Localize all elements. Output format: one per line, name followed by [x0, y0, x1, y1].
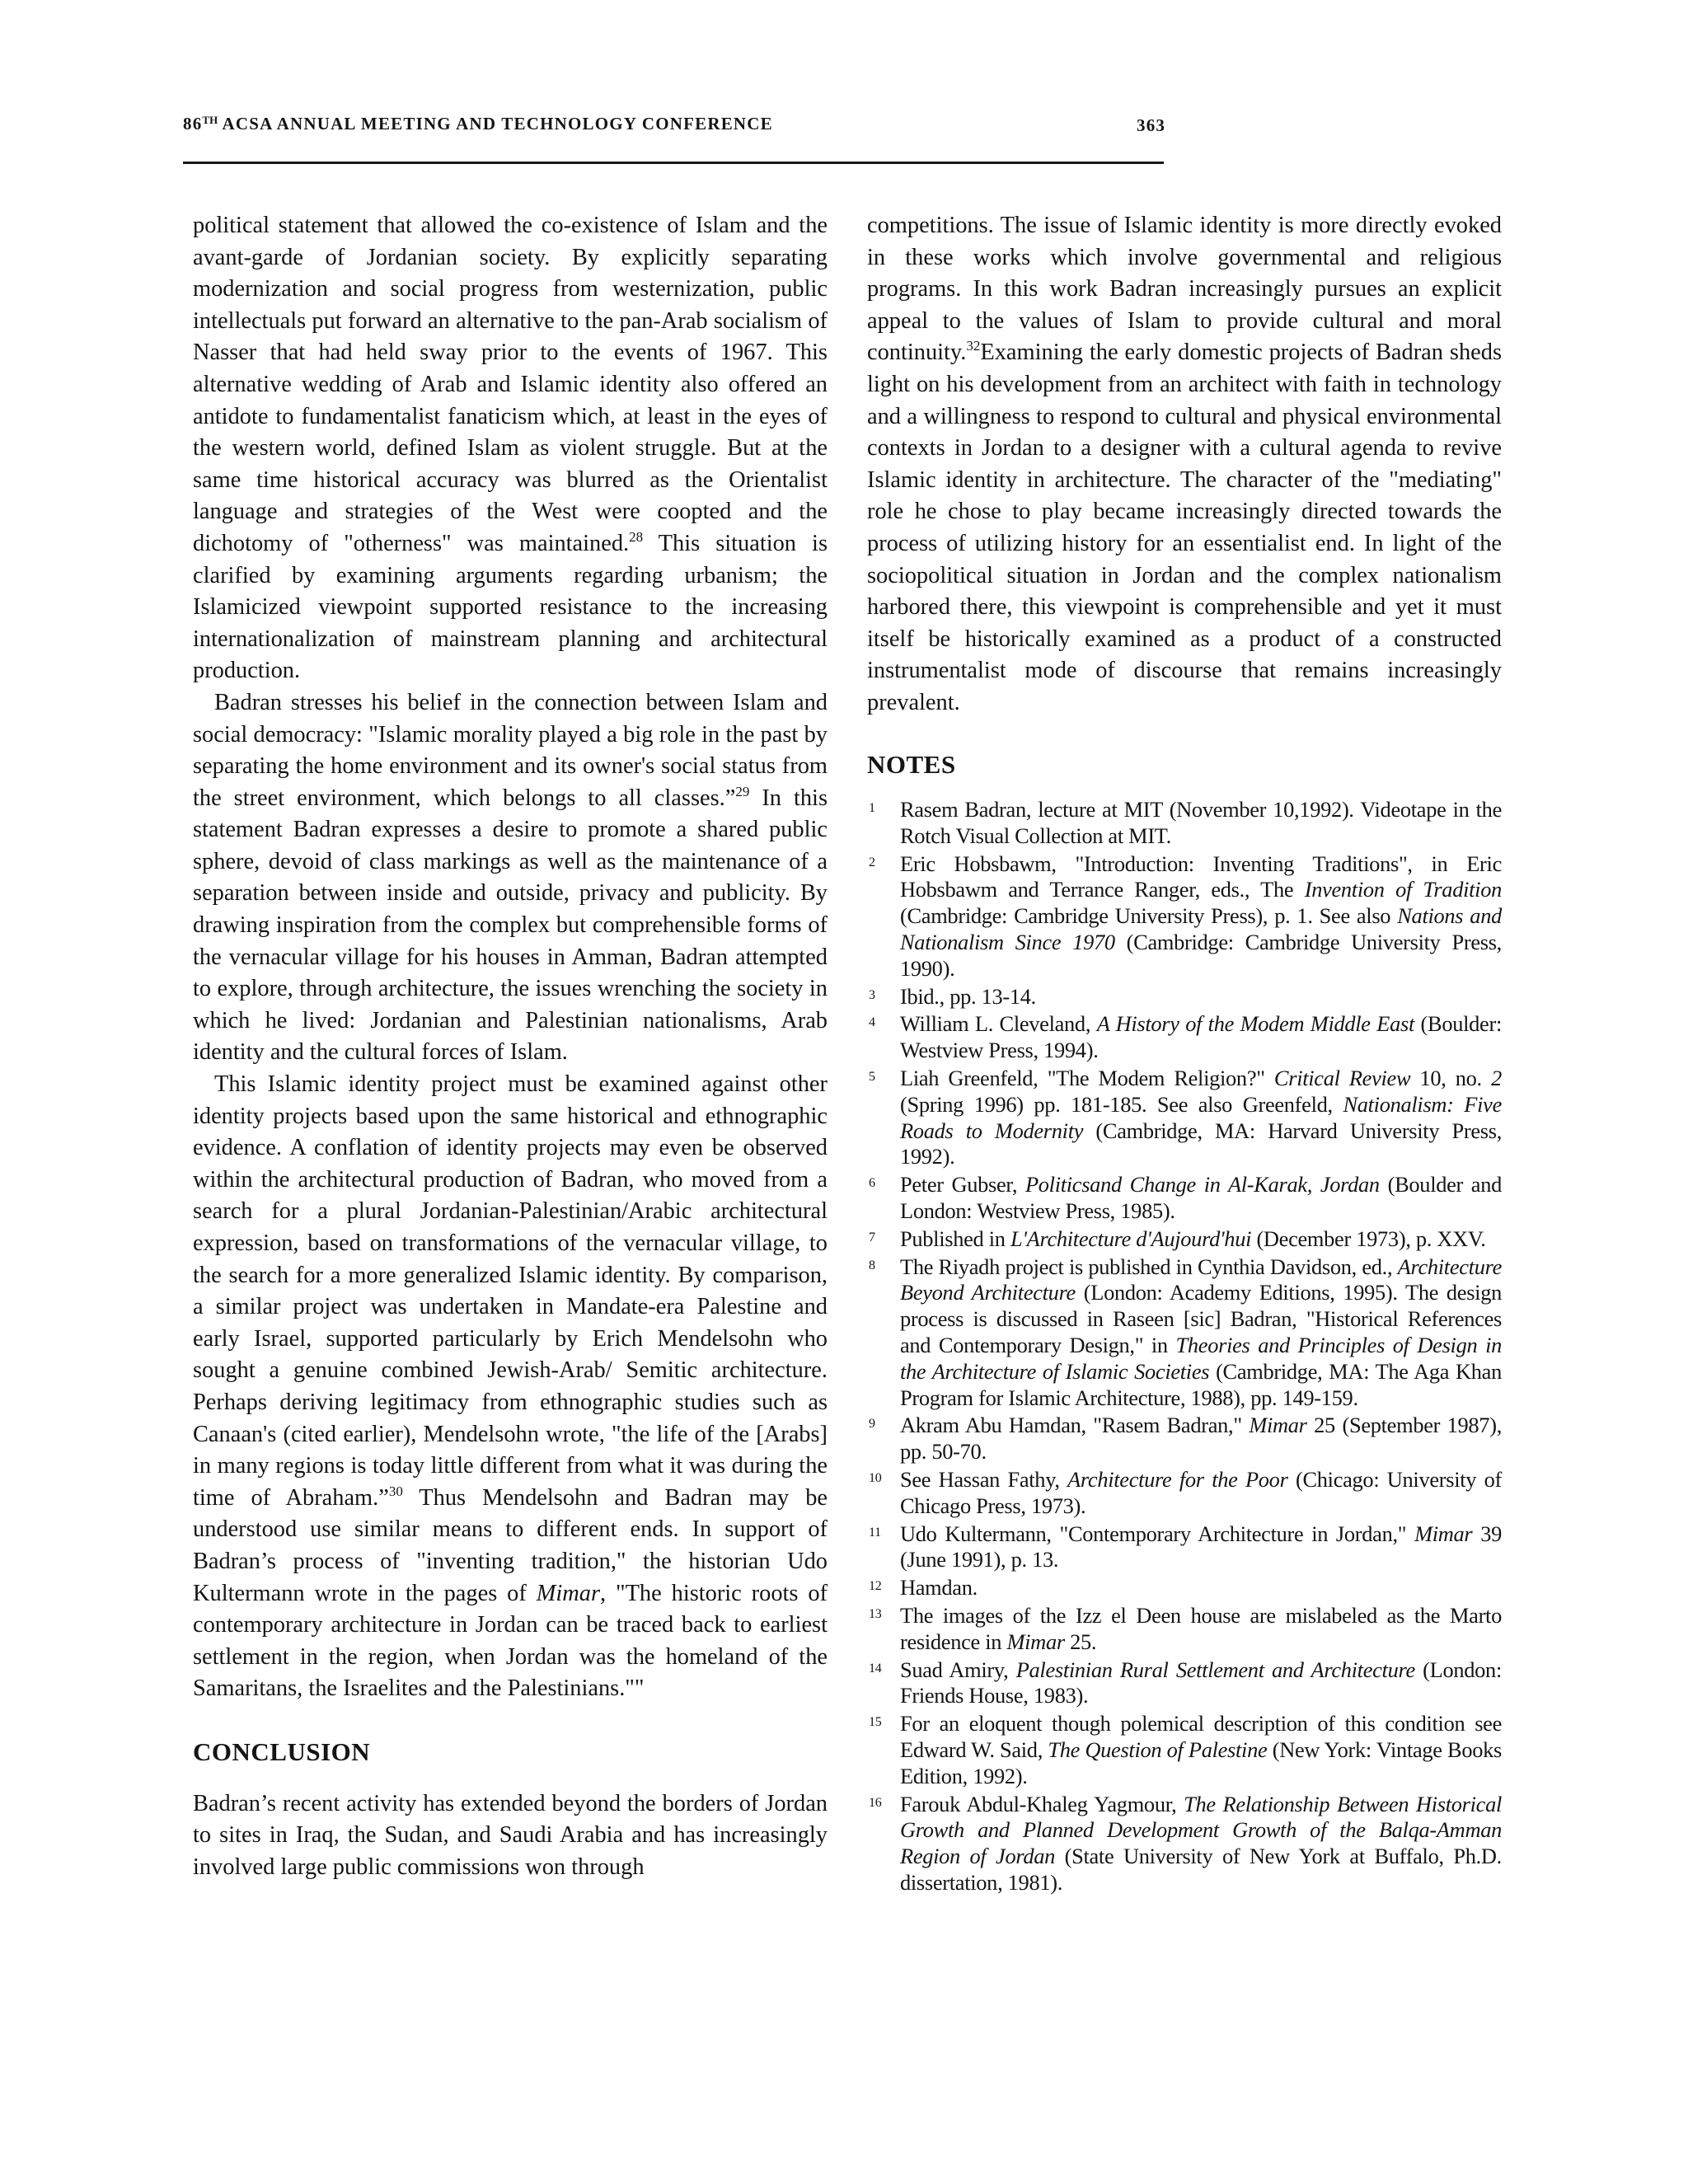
footnote-number: 9 [869, 1417, 875, 1432]
footnote-text: (New York: Vintage Books Edition, 1992). [900, 1736, 1502, 1788]
footnote-title: Invention of Tradition [1304, 877, 1502, 902]
footnote-number: 4 [869, 1015, 875, 1030]
footnote-title: Architecture for the Poor [1067, 1467, 1288, 1493]
footnote-text: (Cambridge, MA: Harvard University Press, 1992). [900, 1118, 1503, 1169]
footnote-title: The Relationship Between Historical Growth and Planned Development Growth of the Balqa-Amman Region of Jordan [900, 1791, 1502, 1869]
notes-list [867, 797, 1502, 1896]
footnote-number: 15 [869, 1715, 882, 1730]
footnote-item [867, 851, 1502, 982]
footnote-text: See Hassan Fathy, [900, 1467, 1068, 1493]
footnote-number: 5 [869, 1070, 875, 1085]
body-paragraph: political statement that allowed the co-existence of Islam and the avant-garde of Jordanian society. By explicitly separating modernization and social progress from westernization, public intellectuals put forward an alternative to the pan-Arab socialism of Nasser that had held sway prior to the events of 1967. This alternative wedding of Arab and Islamic identity also offered an antidote to fundamentalist fanaticism which, at least in the eyes of the western world, defined Islam as violent struggle. But at the same time historical accuracy was blurred as the Orientalist language and strategies of the West were coopted and the dichotomy of "otherness" was maintained.$^{28}$ This situation is clarified by examining arguments regarding urbanism; the Islamicized viewpoint supported resistance to the increasing internationalization of mainstream planning and architectural production. [193, 213, 828, 684]
footnote-item [867, 1792, 1502, 1896]
footnote-text: The images of the Izz el Deen house are mislabeled as the Marto residence in [900, 1603, 1502, 1654]
footnote-title: Nations and Nationalism Since 1970 [900, 903, 1502, 955]
body-paragraph: competitions. The issue of Islamic identity is more directly evoked in these works which involve governmental and religious programs. In this work Badran increasingly pursues an explicit appeal to the values of Islam to provide cultural and moral continuity.$^{32}$Examining the early domestic projects of Badran sheds light on his development from an architect with faith in technology and a willingness to respond to cultural and physical environmental contexts in Jordan to a designer with a cultural agenda to revive Islamic identity in architecture. The character of the "mediating" role he chose to play became increasingly directed towards the process of utilizing history for an essentialist end. In light of the sociopolitical situation in Jordan and the complex nationalism harbored there, this viewpoint is comprehensible and yet it must itself be historically examined as a product of a constructed instrumentalist mode of discourse that remains increasingly prevalent. [867, 213, 1502, 715]
footnote-item [867, 1657, 1502, 1710]
footnote-text: Ibid., pp. 13-14. [900, 983, 1036, 1009]
footnote-text: 25 (September 1987), pp. 50-70. [900, 1413, 1502, 1465]
footnote-text: (December 1973), p. XXV. [1251, 1226, 1486, 1251]
header-rule [183, 162, 1164, 164]
footnote-title: Politicsand Change in Al-Karak, Jordan [1025, 1172, 1380, 1197]
footnote-number: 11 [869, 1525, 881, 1540]
footnote-title: Mimar [1414, 1521, 1473, 1546]
footnote-text: Published in [900, 1226, 1010, 1251]
footnote-item [867, 984, 1502, 1010]
body-paragraph: Badran stresses his belief in the connection between Islam and social democracy: "Islamic morality played a big role in the past by separating the home environment and its owner's social status from the street environment, which belongs to all classes.”$^{29}$ In this statement Badran expresses a desire to promote a shared public sphere, devoid of class markings as well as the maintenance of a separation between inside and outside, privacy and publicity. By drawing inspiration from the complex but comprehensible forms of the vernacular village for his houses in Amman, Badran attempted to explore, through architecture, the issues wrenching the society in which he lived: Jordanian and Palestinian nationalisms, Arab identity and the cultural forces of Islam. [193, 689, 828, 1066]
footnote-text: 25. [1064, 1629, 1097, 1654]
footnote-item [867, 1172, 1502, 1225]
notes-heading: NOTES [867, 749, 956, 779]
footnote-item [867, 1254, 1502, 1412]
footnote-text: (Spring 1996) pp. 181-185. See also Greenfeld, [900, 1091, 1343, 1117]
footnote-text: 39 (June 1991), p. 13. [900, 1521, 1502, 1572]
footnote-number: 2 [869, 855, 875, 869]
footnote-reference: 29 [735, 783, 750, 799]
footnote-number: 6 [869, 1176, 875, 1191]
footnote-item [867, 1413, 1502, 1465]
footnote-item [867, 1011, 1502, 1064]
footnote-text: (Boulder and London: Westview Press, 1985). [900, 1172, 1502, 1224]
footnote-number: 1 [869, 801, 875, 816]
footnote-title: The Question of Palestine [1048, 1736, 1268, 1762]
footnote-title: Palestinian Rural Settlement and Architecture [1015, 1657, 1415, 1682]
footnote-text: The Riyadh project is published in Cynthia Davidson, ed., [900, 1254, 1398, 1279]
running-head-ordinal: 86 [183, 114, 203, 134]
footnote-title: Mimar [1249, 1413, 1307, 1438]
footnote-text: (Cambridge: Cambridge University Press), p. 1. See also [900, 903, 1398, 929]
footnote-item [867, 1066, 1502, 1170]
running-head-ordinal-suffix: TH [202, 114, 218, 126]
footnote-text: Eric Hobsbawm, "Introduction: Inventing Traditions", in Eric Hobsbawm and Terrance Ranger, eds., The [900, 851, 1502, 902]
footnote-title: Architecture Beyond Architecture [900, 1254, 1502, 1305]
footnote-text: (Chicago: University of Chicago Press, 1973). [900, 1467, 1503, 1518]
footnote-text: (London: Academy Editions, 1995). The design process is discussed in Raseen [sic] Badran, "Historical References and Contemporary Design," in [900, 1280, 1503, 1358]
footnote-reference: 32 [966, 338, 981, 354]
footnote-text: Akram Abu Hamdan, "Rasem Badran," [900, 1413, 1250, 1438]
footnote-item [867, 1575, 1502, 1601]
body-paragraph: This Islamic identity project must be examined against other identity projects based upon the same historical and ethnographic evidence. A conflation of identity projects may even be observed within the architectural production of Badran, who moved from a search for a plural Jordanian-Palestinian/Arabic architectural expression, based on transformations of the vernacular village, to the search for a more generalized Islamic identity. By comparison, a similar project was undertaken in Mandate-era Palestine and early Israel, supported particularly by Erich Mendelsohn who sought a genuine combined Jewish-Arab/ Semitic architecture. Perhaps deriving legitimacy from ethnographic studies such as Canaan's (cited earlier), Mendelsohn wrote, "the life of the [Arabs] in many regions is today little different from what it was during the time of Abraham.”$^{30}$ Thus Mendelsohn and Badran may be understood use similar means to different ends. In support of Badran’s process of "inventing tradition," the historian Udo Kultermann wrote in the pages of Mimar, "The historic roots of contemporary architecture in Jordan can be traced back to earliest settlement in the region, when Jordan was the homeland of the Samaritans, the Israelites and the Palestinians."" [193, 1071, 828, 1702]
footnote-number: 13 [869, 1607, 882, 1621]
footnote-text: (State University of New York at Buffalo, Ph.D. dissertation, 1981). [900, 1844, 1502, 1895]
conclusion-paragraph: Badran’s recent activity has extended beyond the borders of Jordan to sites in Iraq, the Sudan, and Saudi Arabia and has increasingly involved large public commissions won through [193, 1790, 828, 1880]
footnote-number: 7 [869, 1230, 875, 1244]
footnote-number: 8 [869, 1258, 875, 1272]
footnote-text: William L. Cleveland, [900, 1011, 1097, 1037]
left-column [193, 210, 828, 1883]
footnote-title: A History of the Modem Middle East [1096, 1011, 1414, 1037]
footnote-text: For an eloquent though polemical description of this condition see Edward W. Said, [900, 1711, 1502, 1762]
footnote-text: (Boulder: Westview Press, 1994). [900, 1011, 1502, 1063]
footnote-item [867, 1467, 1502, 1520]
footnote-text: 10, no. [1410, 1066, 1492, 1091]
footnote-title: L'Architecture d'Aujourd'hui [1010, 1226, 1252, 1251]
footnote-text: Liah Greenfeld, "The Modem Religion?" [900, 1066, 1274, 1091]
footnote-title: 2 [1491, 1066, 1502, 1091]
footnote-item [867, 1226, 1502, 1253]
footnote-item [867, 797, 1502, 850]
page-number: 363 [1137, 115, 1166, 135]
footnote-text: (Cambridge, MA: The Aga Khan Program for Islamic Architecture, 1988), pp. 149-159. [900, 1358, 1502, 1410]
footnote-text: Peter Gubser, [900, 1172, 1025, 1197]
footnote-item [867, 1711, 1502, 1789]
footnote-number: 10 [869, 1471, 882, 1486]
footnote-number: 16 [869, 1795, 882, 1810]
footnote-reference: 30 [388, 1483, 403, 1499]
right-column [867, 210, 1502, 1898]
footnote-title: Theories and Principles of Design in the Architecture of Islamic Societies [900, 1333, 1502, 1384]
footnote-number: 14 [869, 1661, 882, 1675]
footnote-text: (London: Friends House, 1983). [900, 1657, 1502, 1708]
conclusion-heading: CONCLUSION [193, 1736, 371, 1766]
page-header [183, 114, 1164, 138]
footnote-item [867, 1521, 1502, 1574]
footnote-text: Hamdan. [900, 1575, 978, 1601]
footnote-reference: 28 [629, 528, 644, 545]
footnote-text: Udo Kultermann, "Contemporary Architecture in Jordan," [900, 1521, 1415, 1546]
footnote-text: Farouk Abdul-Khaleg Yagmour, [900, 1791, 1184, 1816]
footnote-title: Critical Review [1273, 1066, 1411, 1091]
footnote-number: 12 [869, 1579, 882, 1594]
footnote-item [867, 1603, 1502, 1656]
running-head [183, 114, 773, 134]
footnote-text: (Cambridge: Cambridge University Press, 1990). [900, 930, 1502, 981]
footnote-title: Mimar [1006, 1629, 1065, 1654]
running-head-title: ACSA ANNUAL MEETING AND TECHNOLOGY CONFERENCE [218, 114, 773, 134]
footnote-text: Rasem Badran, lecture at MIT (November 10,1992). Videotape in the Rotch Visual Collection at MIT. [900, 797, 1502, 848]
footnote-title: Nationalism: Five Roads to Modernity [900, 1091, 1502, 1143]
footnote-number: 3 [869, 987, 875, 1002]
footnote-text: Suad Amiry, [900, 1657, 1016, 1682]
